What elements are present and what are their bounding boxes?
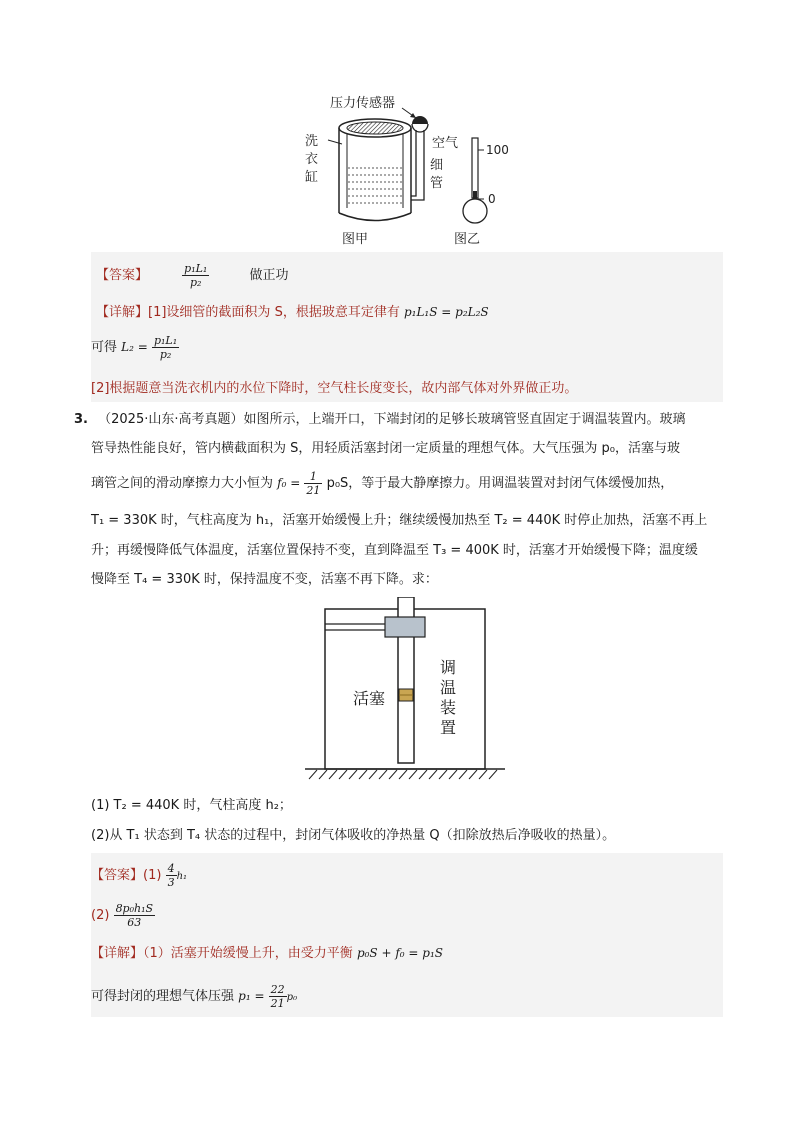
tube-label-2: 管	[430, 176, 444, 191]
question-2: (2)从 T₁ 状态到 T₄ 状态的过程中，封闭气体吸收的净热量 Q（扣除放热后净吸收的热量）。	[91, 828, 616, 843]
answer3-row2: (2) $\frac{\text{8p₀h₁S}}{63}$	[91, 902, 154, 929]
answer1-tag: 【答案】	[96, 268, 149, 283]
figure-washing-machine	[300, 88, 520, 248]
air-label: 空气	[432, 136, 459, 151]
sensor-label: 压力传感器	[330, 96, 396, 111]
detail1-line1: 【详解】[1]设细管的截面积为 S，根据玻意耳定律有 p₁L₁S = p₂L₂S	[96, 305, 489, 320]
problem3-source: （2025·山东·高考真题）	[98, 412, 244, 427]
tub-label-2: 衣	[305, 152, 319, 167]
problem3-line1: 3. （2025·山东·高考真题）如图所示，上端开口，下端封闭的足够长玻璃管竖直固定于调温装置内。玻璃	[74, 412, 686, 427]
detail1-tag: 【详解】	[96, 305, 149, 320]
question-1: (1) T₂ = 440K 时，气柱高度 h₂；	[91, 798, 292, 813]
detail1-line3: [2]根据题意当洗衣机内的水位下降时，空气柱长度变长，故内部气体对外界做正功。	[91, 381, 578, 396]
problem3-line2: 管导热性能良好，管内横截面积为 S，用轻质活塞封闭一定质量的理想气体。大气压强为 p₀，活塞与玻	[91, 441, 680, 456]
problem3-line6: 慢降至 T₄ = 330K 时，保持温度不变，活塞不再下降。求：	[91, 572, 438, 587]
problem3-line5: 升；再缓慢降低气体温度，活塞位置保持不变，直到降温至 T₃ = 400K 时，活塞才开始缓慢下降；温度缓	[91, 543, 698, 558]
detail3-fraction: $\frac{22}{21}$	[270, 983, 285, 1010]
temperature-device-diagram	[305, 597, 505, 787]
scale-top-label: 100	[486, 143, 509, 157]
answer1-text: 做正功	[249, 268, 289, 283]
answer1-fraction: $\frac{\text{p₁L₁}}{\text{p₂}}$	[184, 262, 208, 289]
detail3-line1: 【详解】（1）活塞开始缓慢上升，由受力平衡 p₀S + f₀ = p₁S	[91, 946, 443, 961]
scale-bottom-label: 0	[488, 192, 496, 206]
figure-temperature-device	[305, 597, 505, 787]
problem3-line3: 璃管之间的滑动摩擦力大小恒为 f₀ = $\frac{1}{21}$ p₀S，等于最大静摩擦力。用调温装置对封闭气体缓慢加热，	[91, 470, 674, 497]
piston-label: 活塞	[353, 689, 386, 708]
caption-fig-a: 图甲	[342, 232, 369, 247]
answer3-fraction-2: $\frac{\text{8p₀h₁S}}{63}$	[115, 902, 154, 929]
detail1-line2: 可得 L₂ = $\frac{\text{p₁L₁}}{\text{p₂}}$	[91, 334, 178, 361]
problem3-line4: T₁ = 330K 时，气柱高度为 h₁，活塞开始缓慢上升；继续缓慢加热至 T₂ = 440K 时停止加热，活塞不再上	[91, 513, 708, 528]
device-label-1: 调	[440, 658, 457, 677]
tub-label-1: 洗	[305, 134, 319, 149]
answer1-row	[96, 262, 288, 289]
detail1-fraction: $\frac{\text{p₁L₁}}{\text{p₂}}$	[153, 334, 178, 361]
device-label-2: 温	[440, 678, 457, 697]
washing-machine-diagram	[300, 88, 520, 248]
device-label-3: 装	[440, 698, 457, 717]
tube-label-1: 细	[430, 158, 444, 173]
detail3-line2: 可得封闭的理想气体压强 p₁ = $\frac{22}{21}$ p₀	[91, 983, 298, 1010]
detail3-tag: 【详解】	[91, 946, 144, 961]
problem3-number: 3.	[74, 412, 88, 427]
caption-fig-b: 图乙	[454, 232, 481, 247]
detail3-formula: p₀S + f₀ = p₁S	[356, 946, 443, 960]
device-label-4: 置	[440, 718, 457, 737]
answer3-tag: 【答案】	[91, 868, 144, 883]
answer3-row1: 【答案】(1) $\frac{4}{3}$ h₁	[91, 862, 188, 889]
tub-label-3: 缸	[305, 170, 319, 185]
detail1-formula: p₁L₁S = p₂L₂S	[403, 305, 489, 319]
answer3-fraction-1: $\frac{4}{3}$	[167, 862, 175, 889]
